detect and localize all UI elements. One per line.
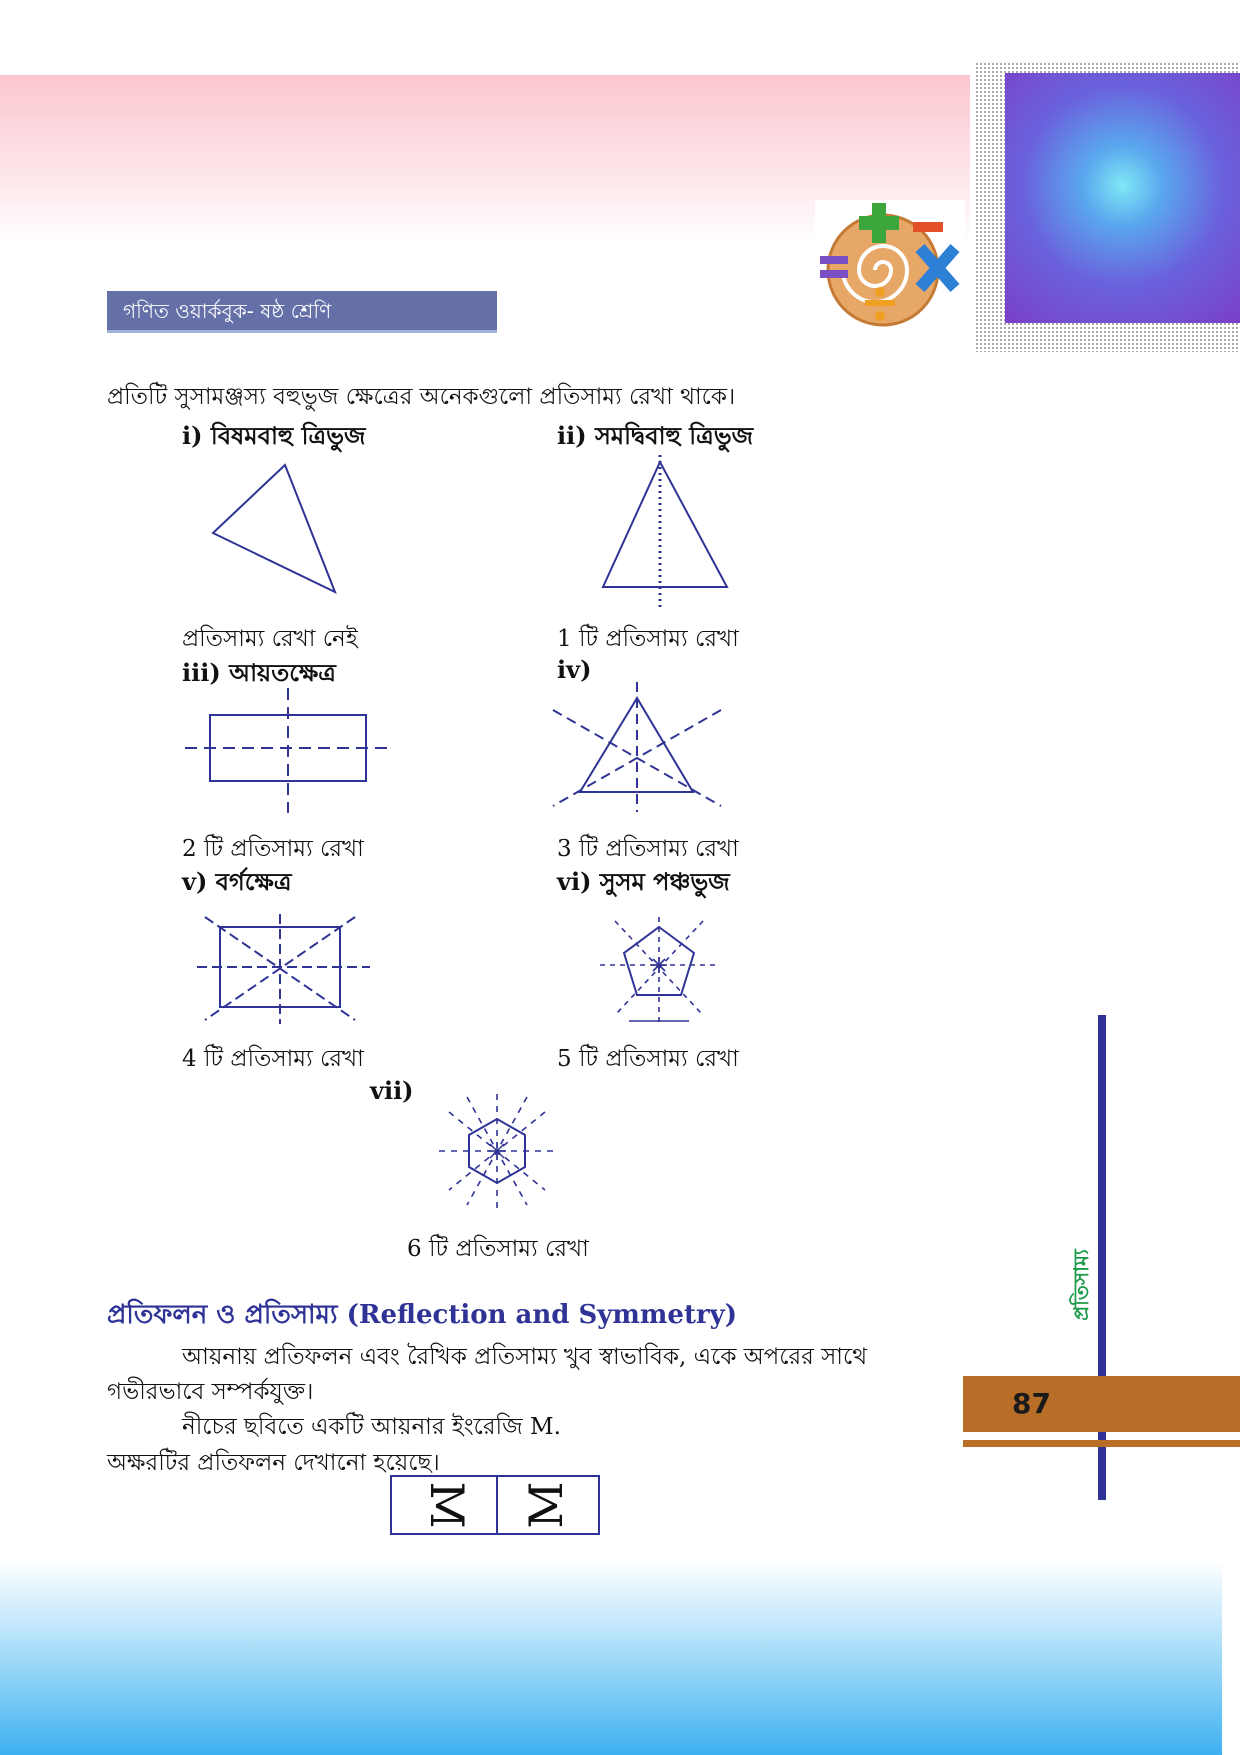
page-number: 87 bbox=[1012, 1387, 1051, 1420]
equilateral-triangle-figure bbox=[545, 680, 725, 815]
figure-caption-5: 4 টি প্রতিসাম্য রেখা bbox=[182, 1046, 364, 1072]
mirror-letter-reflected: M bbox=[420, 1481, 474, 1529]
figure-caption-3: 2 টি প্রতিসাম্য রেখা bbox=[182, 836, 364, 862]
page-number-box bbox=[963, 1376, 1240, 1432]
figure-label-6: vi) সুসম পঞ্চভুজ bbox=[557, 867, 730, 896]
figure-caption-7: 6 টি প্রতিসাম্য রেখা bbox=[407, 1236, 589, 1262]
mirror-letter-original: M bbox=[519, 1481, 573, 1529]
figure-label-7: vii) bbox=[370, 1076, 414, 1105]
figure-label-1: i) বিষমবাহু ত্রিভুজ bbox=[182, 421, 366, 450]
figure-caption-6: 5 টি প্রতিসাম্য রেখা bbox=[557, 1046, 739, 1072]
book-title-bar: গণিত ওয়ার্কবুক- ষষ্ঠ শ্রেণি bbox=[107, 291, 497, 333]
scalene-triangle-figure bbox=[200, 455, 350, 605]
figure-label-5: v) বর্গক্ষেত্র bbox=[182, 867, 292, 896]
paragraph-1-line-2: গভীরভাবে সম্পর্কযুক্ত। bbox=[107, 1379, 314, 1405]
isosceles-triangle-figure bbox=[590, 450, 730, 615]
mirror-line bbox=[496, 1477, 498, 1533]
figure-caption-4: 3 টি প্রতিসাম্য রেখা bbox=[557, 836, 739, 862]
paragraph-2-line-2: অক্ষরটির প্রতিফলন দেখানো হয়েছে। bbox=[107, 1450, 440, 1476]
rectangle-figure bbox=[180, 683, 395, 818]
math-operators-icon bbox=[815, 200, 965, 335]
figure-caption-1: প্রতিসাম্য রেখা নেই bbox=[182, 626, 358, 652]
intro-text: প্রতিটি সুসামঞ্জস্য বহুভুজ ক্ষেত্রের অনেকগুলো প্রতিসাম্য রেখা থাকে। bbox=[107, 384, 736, 410]
bottom-gradient-band bbox=[0, 1560, 1222, 1755]
pentagon-figure bbox=[597, 917, 722, 1029]
hexagon-figure bbox=[437, 1092, 557, 1210]
chapter-side-label: প্রতিসাম্য bbox=[1069, 1249, 1093, 1321]
corner-gradient-square bbox=[1005, 73, 1240, 323]
paragraph-2-line-1: নীচের ছবিতে একটি আয়নার ইংরেজি M. bbox=[182, 1414, 561, 1440]
section-heading-bn: প্রতিফলন ও প্রতিসাম্য bbox=[107, 1300, 338, 1330]
figure-label-4: iv) bbox=[557, 655, 592, 684]
paragraph-1-line-1: আয়নায় প্রতিফলন এবং রৈখিক প্রতিসাম্য খুব স্বাভাবিক, একে অপরের সাথে bbox=[182, 1344, 868, 1370]
page-number-underline bbox=[963, 1440, 1240, 1447]
section-heading bbox=[107, 1294, 737, 1338]
square-figure bbox=[195, 912, 375, 1027]
figure-label-2: ii) সমদ্বিবাহু ত্রিভুজ bbox=[557, 421, 754, 450]
figure-caption-2: 1 টি প্রতিসাম্য রেখা bbox=[557, 626, 739, 652]
mirror-figure bbox=[390, 1475, 600, 1535]
figure-label-3: iii) আয়তক্ষেত্র bbox=[182, 658, 336, 687]
section-heading-en: (Reflection and Symmetry) bbox=[346, 1300, 738, 1330]
